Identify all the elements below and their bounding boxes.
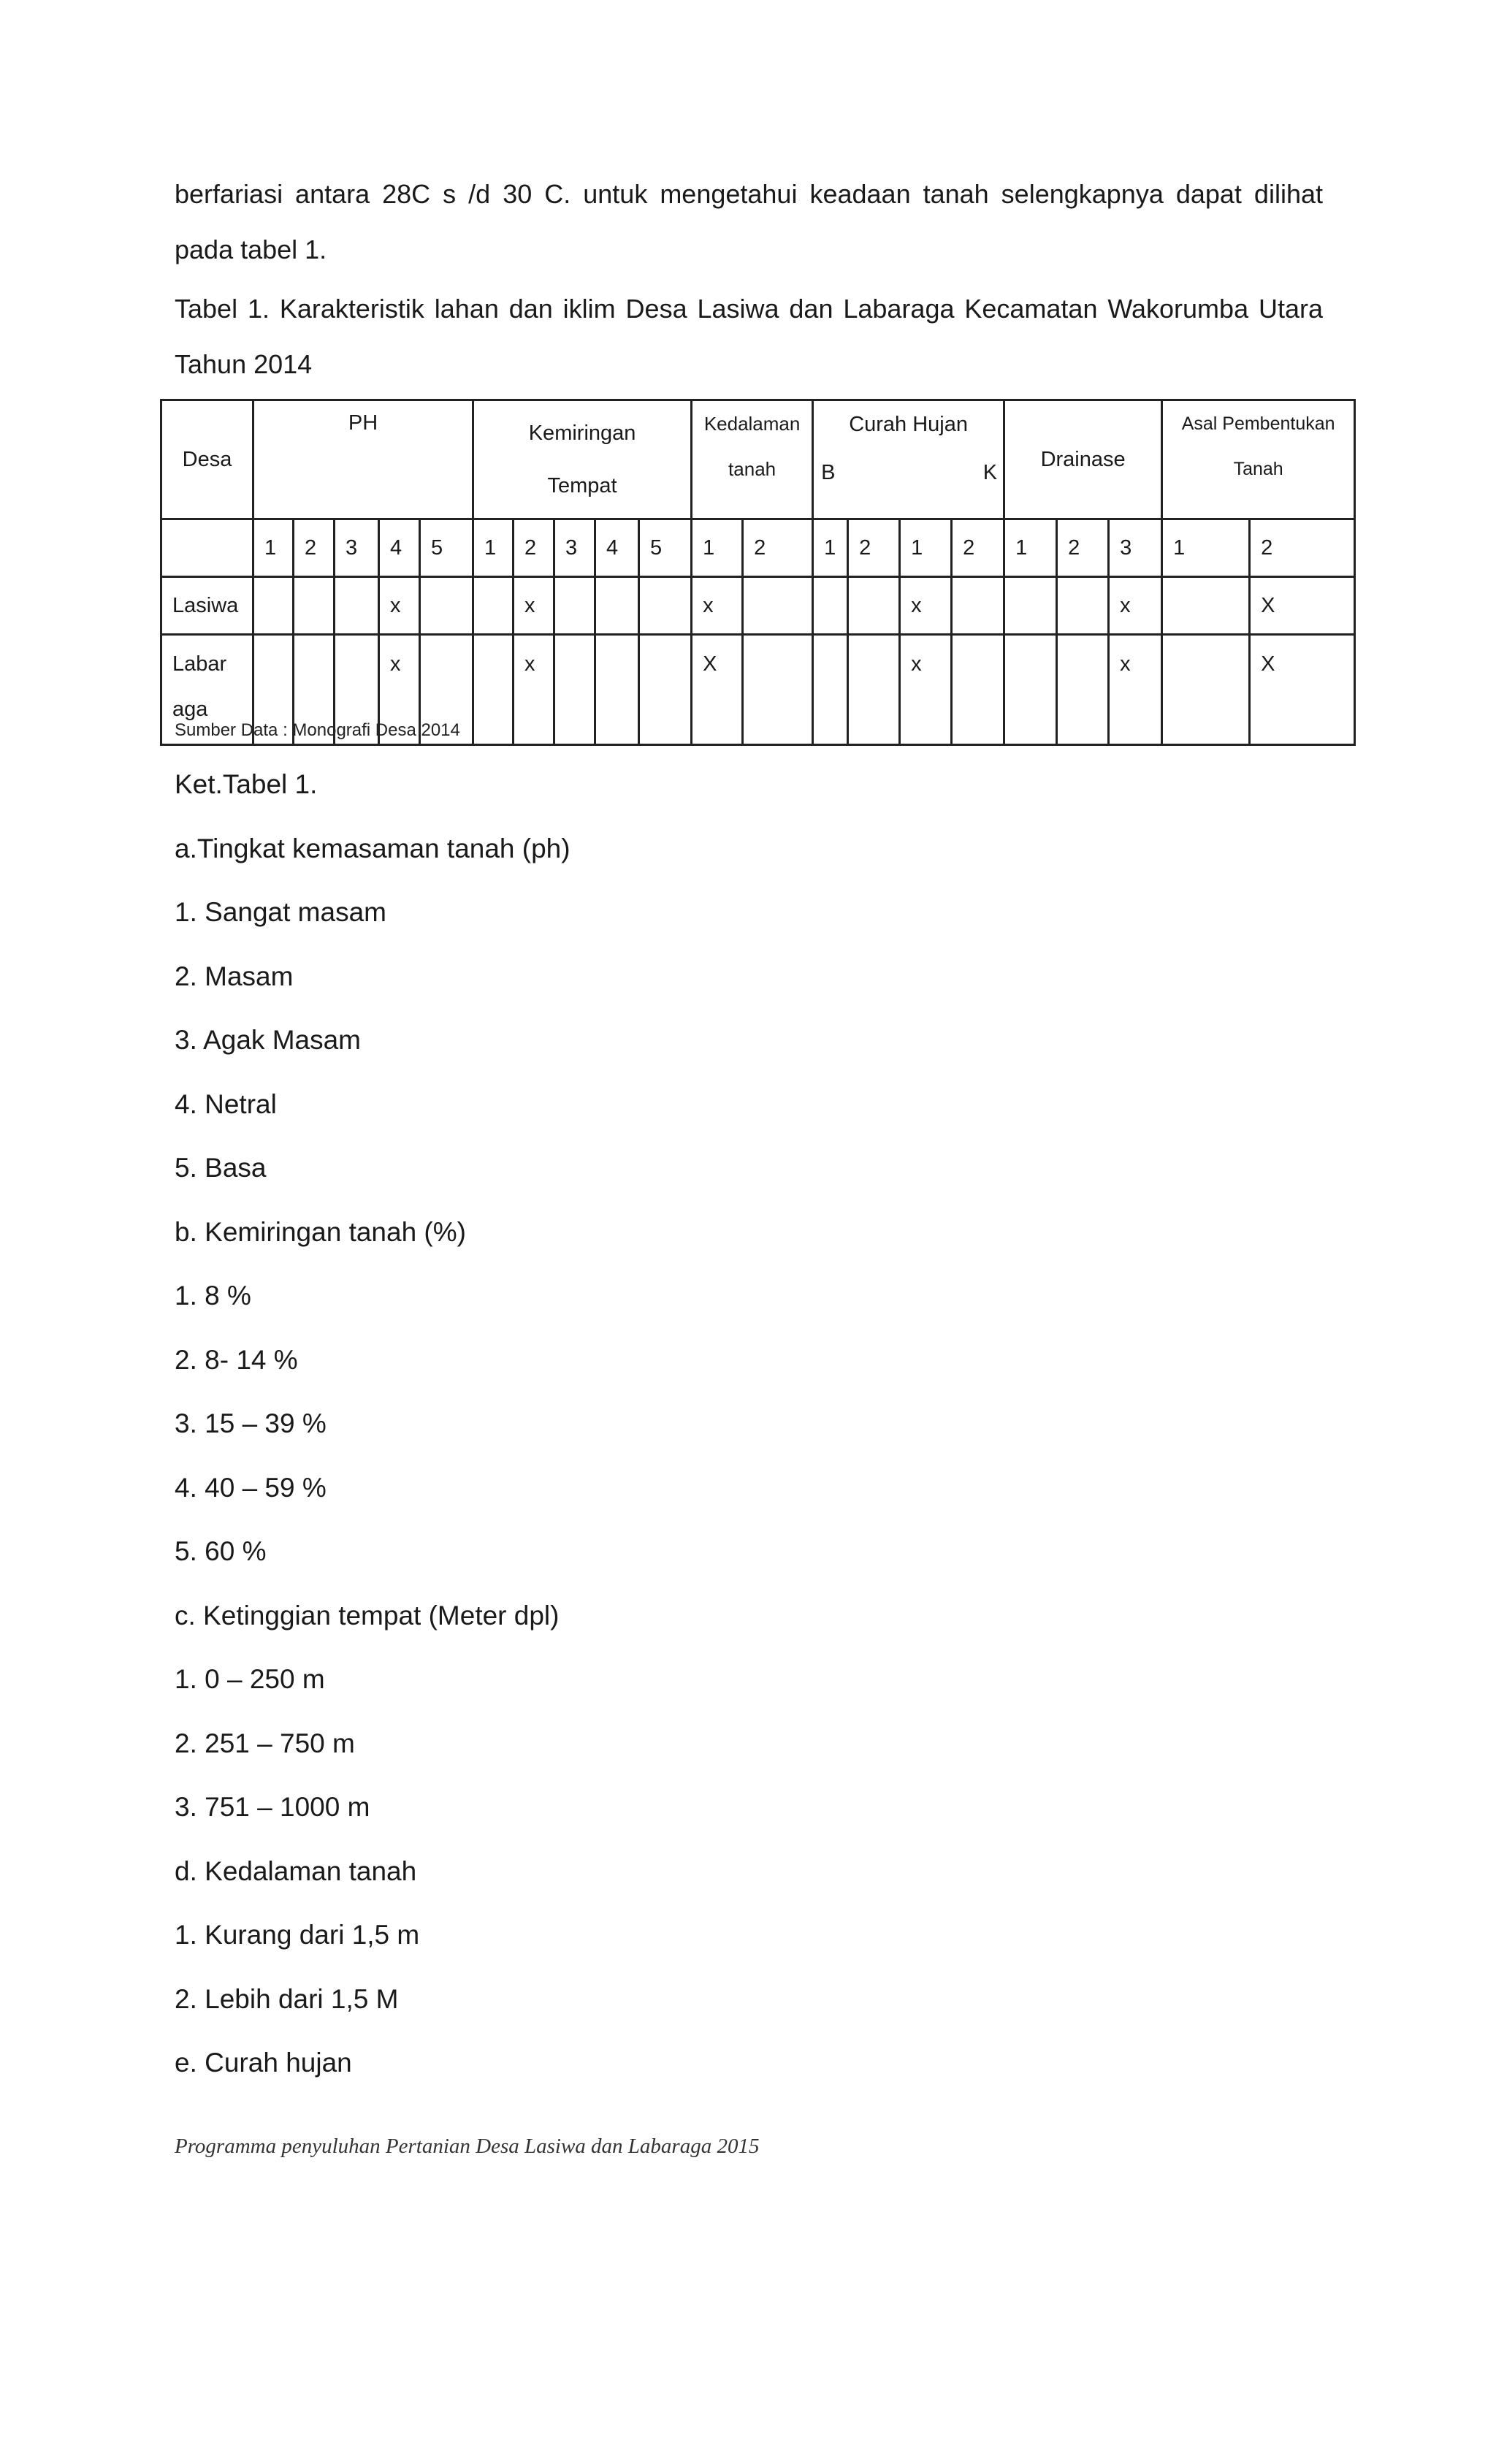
table-cell: x: [692, 577, 743, 635]
table-cell: [1162, 635, 1250, 745]
intro-line-2: pada tabel 1.: [175, 234, 327, 264]
table-cell: x: [379, 635, 420, 745]
subheader-cell: 5: [639, 519, 692, 577]
legend-item: 2. 8- 14 %: [175, 1344, 298, 1375]
header-asal: [1162, 400, 1355, 519]
subheader-cell: 2: [1057, 519, 1109, 577]
table-cell: [554, 577, 595, 635]
table-cell: x: [1109, 577, 1162, 635]
subheader-cell: 4: [595, 519, 639, 577]
table-cell: [595, 577, 639, 635]
header-kemiringan-line1: Kemiringan: [528, 422, 636, 445]
table-cell: [1004, 635, 1057, 745]
subheader-cell: 3: [554, 519, 595, 577]
table-cell: X: [1250, 577, 1355, 635]
legend-item: 3. 751 – 1000 m: [175, 1792, 370, 1822]
table-cell: [743, 577, 813, 635]
header-kemiringan: [473, 400, 692, 519]
table-cell-desa: Labar aga: [161, 635, 253, 745]
table-cell: [595, 635, 639, 745]
subheader-cell: 2: [1250, 519, 1355, 577]
table-cell: [554, 635, 595, 745]
header-curah-b: B: [821, 461, 836, 484]
header-kedalaman-line2: tanah: [728, 458, 776, 480]
subheader-cell: 1: [692, 519, 743, 577]
header-curah-bk: [814, 461, 1003, 485]
table-cell: [1057, 635, 1109, 745]
characteristics-table: [160, 399, 1356, 746]
table-cell: [1162, 577, 1250, 635]
table-cell: X: [1250, 635, 1355, 745]
subheader-cell: 5: [420, 519, 473, 577]
header-curah-title: Curah Hujan: [849, 413, 969, 436]
legend-item: 5. 60 %: [175, 1536, 267, 1566]
legend-item: 2. Lebih dari 1,5 M: [175, 1983, 399, 2014]
caption-line-1: Tabel 1. Karakteristik lahan dan iklim Desa Lasiwa dan Labaraga Kecamatan Wakorumba Utara: [175, 294, 1323, 324]
table-cell: [253, 577, 294, 635]
legend-item: b. Kemiringan tanah (%): [175, 1216, 466, 1247]
subheader-cell: 4: [379, 519, 420, 577]
subheader-cell: 1: [1004, 519, 1057, 577]
table-cell: [473, 635, 514, 745]
subheader-cell: 2: [743, 519, 813, 577]
table-cell: [335, 577, 379, 635]
header-curah-hujan: [813, 400, 1004, 519]
legend-item: d. Kedalaman tanah: [175, 1855, 417, 1886]
table-cell: X: [692, 635, 743, 745]
legend-item: e. Curah hujan: [175, 2048, 352, 2078]
table-cell: x: [514, 635, 554, 745]
table-cell: x: [900, 635, 952, 745]
subheader-cell: 2: [514, 519, 554, 577]
table-subheader-row: [161, 519, 1355, 577]
subheader-cell: 2: [294, 519, 335, 577]
table-cell: [639, 577, 692, 635]
legend-item: a.Tingkat kemasaman tanah (ph): [175, 833, 570, 863]
legend-item: 5. Basa: [175, 1153, 267, 1183]
legend-item: 1. Sangat masam: [175, 897, 386, 927]
table-cell: x: [1109, 635, 1162, 745]
legend-item: 1. Kurang dari 1,5 m: [175, 1920, 420, 1950]
subheader-cell: 1: [900, 519, 952, 577]
subheader-cell: 3: [335, 519, 379, 577]
subheader-cell: 2: [952, 519, 1004, 577]
header-asal-line1: Asal Pembentukan: [1181, 413, 1335, 434]
table-cell: [743, 635, 813, 745]
header-drainase: Drainase: [1004, 400, 1162, 519]
legend-item: 3. Agak Masam: [175, 1025, 362, 1055]
header-kedalaman-line1: Kedalaman: [703, 413, 801, 435]
header-desa: Desa: [161, 400, 253, 519]
subheader-cell: 1: [1162, 519, 1250, 577]
legend-item: 4. 40 – 59 %: [175, 1472, 327, 1503]
table-cell-desa: Lasiwa: [161, 577, 253, 635]
header-kemiringan-line2: Tempat: [547, 474, 617, 497]
table-source-note: Sumber Data : Monografi Desa 2014: [175, 720, 460, 740]
legend-item: 4. Netral: [175, 1088, 277, 1119]
caption-line-2: Tahun 2014: [175, 349, 313, 379]
subheader-cell: 2: [848, 519, 900, 577]
header-curah-k: K: [982, 461, 998, 484]
table-cell: [420, 577, 473, 635]
subheader-cell: [161, 519, 253, 577]
legend-item: 1. 8 %: [175, 1281, 251, 1311]
table-cell: [952, 635, 1004, 745]
header-asal-line2: Tanah: [1233, 459, 1283, 479]
legend-item: 1. 0 – 250 m: [175, 1664, 325, 1694]
table-cell: [294, 577, 335, 635]
table-cell: [813, 577, 848, 635]
subheader-cell: 1: [813, 519, 848, 577]
table-cell: x: [900, 577, 952, 635]
table-cell: [952, 577, 1004, 635]
page-footer: Programma penyuluhan Pertanian Desa Lasiwa dan Labaraga 2015: [175, 2135, 760, 2158]
table-cell: x: [379, 577, 420, 635]
table-cell: [848, 635, 900, 745]
table-cell: [639, 635, 692, 745]
table-cell: [473, 577, 514, 635]
subheader-cell: 1: [253, 519, 294, 577]
table-row-lasiwa: [161, 577, 1355, 635]
legend-item: 2. Masam: [175, 961, 294, 991]
header-kedalaman: [692, 400, 813, 519]
table-legend-list: [175, 757, 570, 2099]
subheader-cell: 1: [473, 519, 514, 577]
table-caption: [175, 281, 1323, 392]
legend-item: 3. 15 – 39 %: [175, 1408, 327, 1438]
subheader-cell: 3: [1109, 519, 1162, 577]
table-cell: [1004, 577, 1057, 635]
table-cell: [813, 635, 848, 745]
table-header-row: [161, 400, 1355, 519]
table-cell: [848, 577, 900, 635]
header-ph: PH: [253, 400, 473, 519]
intro-line-1: berfariasi antara 28C s /d 30 C. untuk mengetahui keadaan tanah selengkapnya dapat dilihat: [175, 179, 1323, 209]
legend-item: Ket.Tabel 1.: [175, 769, 318, 799]
legend-item: 2. 251 – 750 m: [175, 1728, 355, 1758]
intro-paragraph: [175, 167, 1323, 278]
table-cell: [1057, 577, 1109, 635]
legend-item: c. Ketinggian tempat (Meter dpl): [175, 1600, 560, 1630]
table-cell: x: [514, 577, 554, 635]
